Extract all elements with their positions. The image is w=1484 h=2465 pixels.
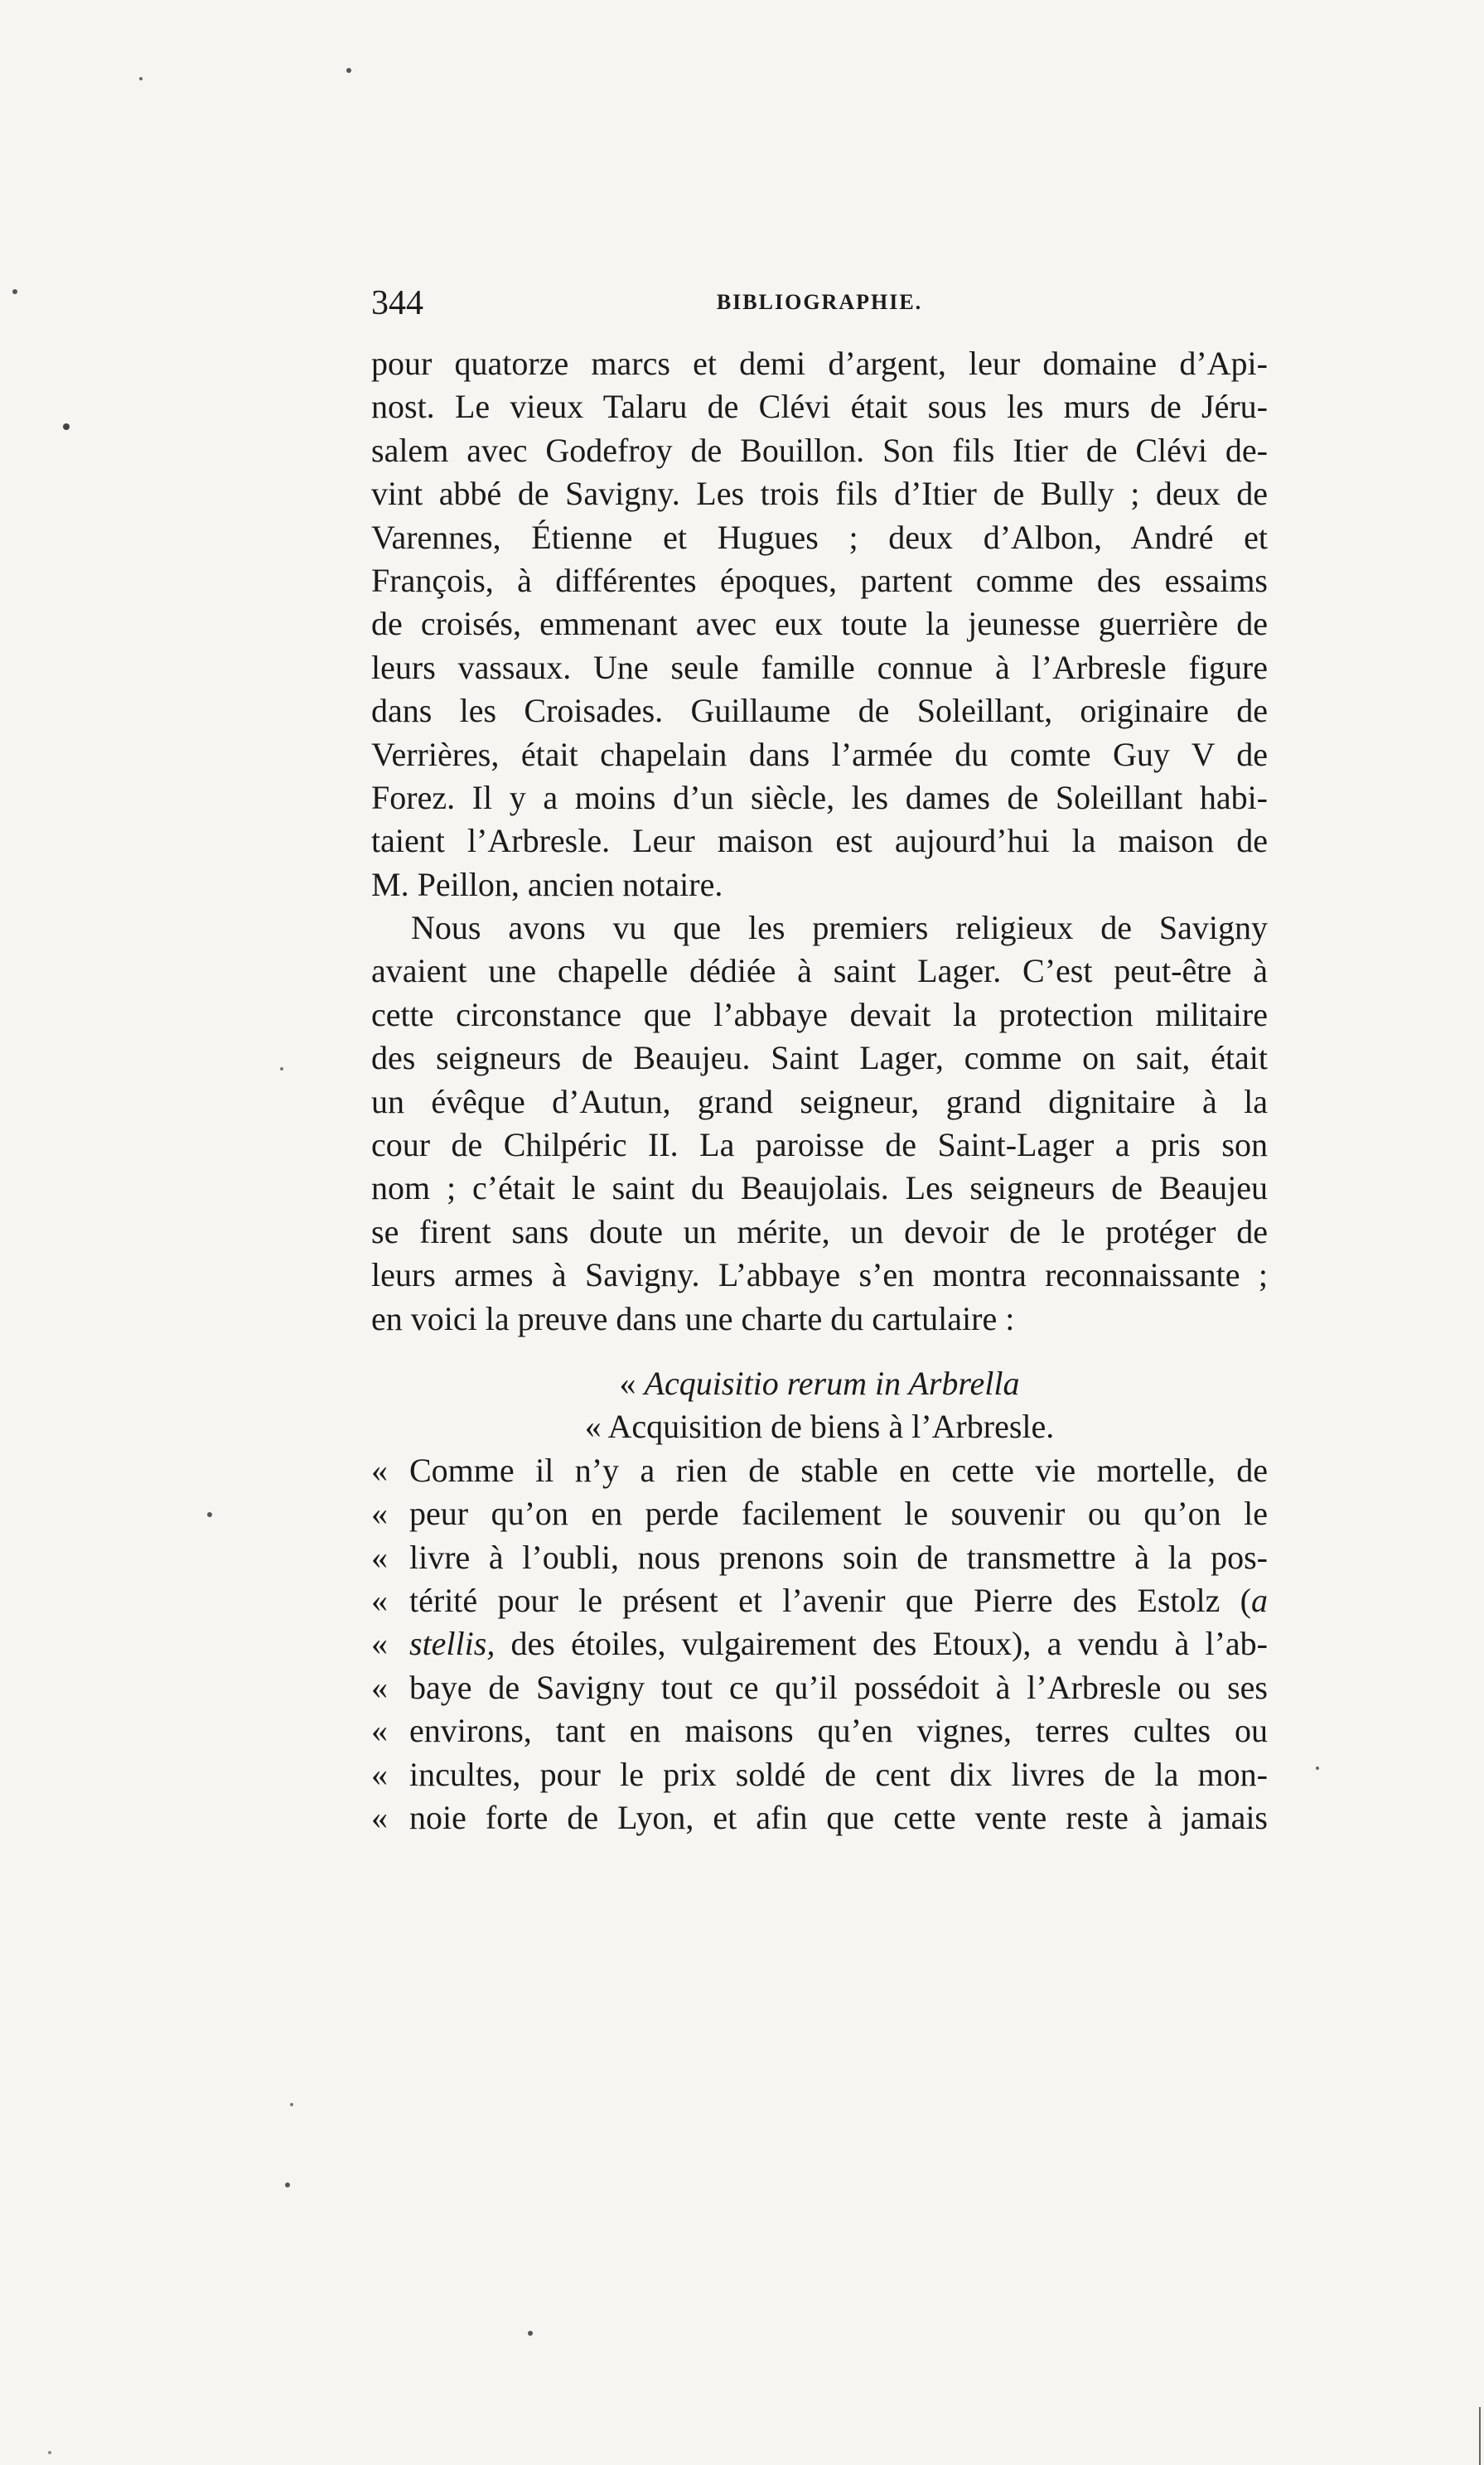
text-line: un évêque d’Autun, grand seigneur, grand dignitaire à la [371,1082,1268,1120]
quote-mark: « [371,1625,388,1663]
edge-rule [1479,2407,1481,2465]
text-line: taient l’Arbresle. Leur maison est aujourd’hui la maison de [371,822,1268,860]
quote-mark: « [371,1581,388,1619]
text-line: François, à différentes époques, partent comme des essaims [371,561,1268,599]
quote-text: baye de Savigny tout ce qu’il possédoit à l’Arbresle ou ses [409,1668,1268,1706]
quote-text-italic: stellis, [409,1625,495,1663]
quote-mark: « [371,1668,388,1706]
quote-mark: « [371,1712,388,1750]
quote-mark: « [371,1538,388,1576]
quote-text: environs, tant en maisons qu’en vignes, terres cultes ou [409,1712,1268,1750]
text-line: Varennes, Étienne et Hugues ; deux d’Albon, André et [371,518,1268,556]
quote-text: incultes, pour le prix soldé de cent dix livres de la mon- [409,1755,1268,1793]
quote-mark: « [371,1451,388,1489]
text-line: leurs armes à Savigny. L’abbaye s’en montra reconnaissante ; [371,1256,1268,1294]
latin-title-text: Acquisitio rerum in Arbrella [644,1364,1020,1402]
text-line: dans les Croisades. Guillaume de Soleillant, originaire de [371,692,1268,730]
quote-mark: « [619,1364,636,1402]
quote-text-roman: térité pour le présent et l’avenir que Pierre des Estolz ( [409,1581,1251,1619]
running-head: BIBLIOGRAPHIE. [716,290,923,314]
text-line: pour quatorze marcs et demi d’argent, leur domaine d’Api- [371,345,1268,382]
text-line: vint abbé de Savigny. Les trois fils d’Itier de Bully ; deux de [371,475,1268,513]
text-line: des seigneurs de Beaujeu. Saint Lager, comme on sait, était [371,1039,1268,1077]
text-line: nom ; c’était le saint du Beaujolais. Les seigneurs de Beaujeu [371,1169,1268,1207]
quote-text: livre à l’oubli, nous prenons soin de transmettre à la pos- [409,1538,1268,1576]
text-line: salem avec Godefroy de Bouillon. Son fils Itier de Clévi de- [371,431,1268,469]
text-line: M. Peillon, ancien notaire. [371,865,723,903]
text-line: Forez. Il y a moins d’un siècle, les dames de Soleillant habi- [371,778,1268,816]
text-line: en voici la preuve dans une charte du cartulaire : [371,1299,1015,1337]
quote-mark: « [371,1495,388,1533]
text-line: cette circonstance que l’abbaye devait la protection militaire [371,995,1268,1033]
page-number: 344 [371,284,423,322]
text-line: de croisés, emmenant avec eux toute la jeunesse guerrière de [371,605,1268,643]
text-line: nost. Le vieux Talaru de Clévi était sous les murs de Jéru- [371,388,1268,426]
quote-text: noie forte de Lyon, et afin que cette vente reste à jamais [409,1798,1268,1836]
quote-text: peur qu’on en perde facilement le souvenir ou qu’on le [409,1495,1268,1533]
text-line: se firent sans doute un mérite, un devoir de le protéger de [371,1212,1268,1250]
quote-text-roman: des étoiles, vulgairement des Etoux), a vendu à l’ab- [495,1625,1268,1663]
text-line: Nous avons vu que les premiers religieux de Savigny [411,909,1268,947]
text-line: leurs vassaux. Une seule famille connue à l’Arbresle figure [371,648,1268,686]
quote-mark: « [371,1798,388,1836]
french-title: « Acquisition de biens à l’Arbresle. [584,1408,1055,1446]
quote-mark: « [371,1755,388,1793]
text-line: Verrières, était chapelain dans l’armée du comte Guy V de [371,735,1268,773]
quote-text: Comme il n’y a rien de stable en cette vie mortelle, de [409,1451,1268,1489]
quote-text-italic: a [1251,1581,1268,1619]
text-line: cour de Chilpéric II. La paroisse de Saint-Lager a pris son [371,1126,1268,1164]
text-line: avaient une chapelle dédiée à saint Lager. C’est peut-être à [371,952,1268,990]
